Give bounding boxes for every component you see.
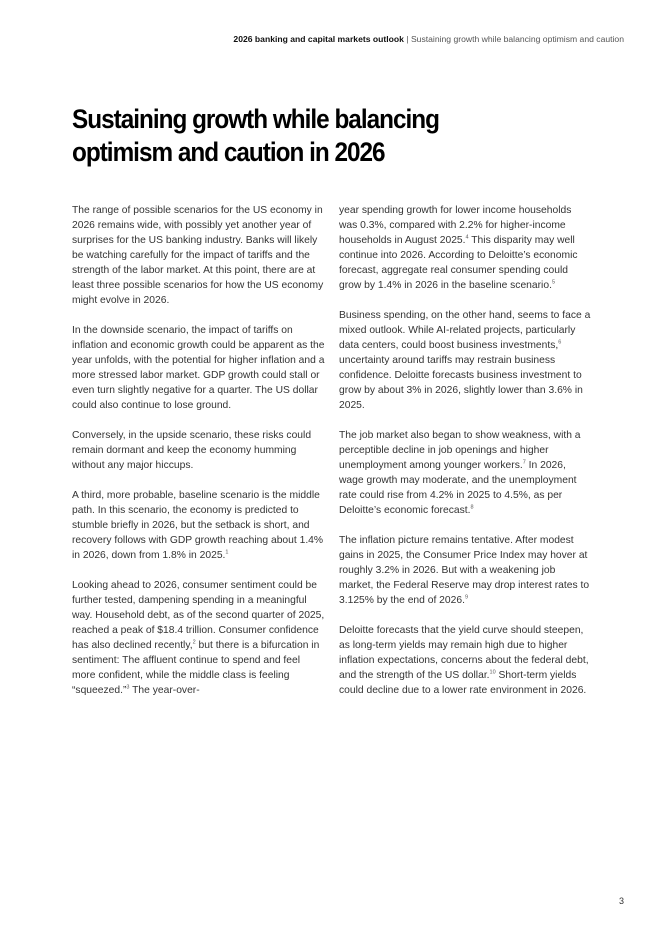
section-title: Sustaining growth while balancing optimism and caution [410, 34, 624, 44]
footnote-ref: 8 [470, 504, 474, 511]
footnote-ref: 9 [464, 594, 469, 601]
paragraph-consumer-sentiment: Looking ahead to 2026, consumer sentiment could be further tested, dampening spending in a meaningful way. Household debt, as of the second quarter of 2025, reached a peak of $18.4 trillion. Consumer confidence has also declined recently,$^2$ but there is a bifurcation in sentiment: The affluent continue to spend and feel more confident, while the middle class is feeling “squeezed.”$^3$ The year-over- [72, 580, 325, 696]
running-header [233, 34, 624, 44]
footnote-ref: 3 [126, 684, 130, 691]
page-number: 3 [618, 896, 624, 906]
paragraph-downside: In the downside scenario, the impact of tariffs on inflation and economic growth could be apparent as the year unfolds, with the potential for higher inflation and a more stressed labor market. GDP growth could stall or even turn slightly negative for a quarter. The US dollar could also continue to lose ground. [72, 325, 325, 411]
paragraph-upside: Conversely, in the upside scenario, these risks could remain dormant and keep the economy humming without any major hiccups. [72, 430, 312, 471]
paragraph-household-spending: year spending growth for lower income households was 0.3%, compared with 2.2% for higher-income households in August 2025.$^4$ This disparity may well continue into 2026. According to Deloitte’s economic forecast, aggregate real consumer spending could grow by 1.4% in 2026 in the baseline scenario.$^5$ [339, 205, 578, 291]
footnote-ref: 4 [465, 234, 469, 241]
text-column-left [72, 203, 326, 713]
paragraph-yield-curve: Deloitte forecasts that the yield curve should steepen, as long-term yields may remain high due to higher inflation expectations, concerns about the federal debt, and the strength of the US dollar.$^{10}$ Short-term yields could decline due to a lower rate environment in 2026. [339, 625, 589, 696]
header-separator: | [403, 34, 411, 44]
footnote-ref: 5 [551, 279, 555, 286]
paragraph-baseline: A third, more probable, baseline scenario is the middle path. In this scenario, the economy is predicted to stumble briefly in 2026, but the setback is short, and recovery follows with GDP growth reaching about 1.4% in 2026, down from 1.8% in 2025.$^1$ [72, 490, 324, 561]
paragraph-inflation: The inflation picture remains tentative. After modest gains in 2025, the Consumer Price Index may hover at roughly 3.2% in 2026. But with a weakening job market, the Federal Reserve may drop interest rates to 3.125% by the end of 2026.$^9$ [339, 535, 590, 606]
footnote-ref: 6 [558, 339, 562, 346]
footnote-ref: 10 [489, 669, 496, 676]
footnote-ref: 7 [522, 459, 526, 466]
text-column-right [339, 203, 592, 713]
paragraph-scenarios: The range of possible scenarios for the US economy in 2026 remains wide, with possibly yet another year of surprises for the US banking industry. Banks will likely be watching carefully for the impact of tariffs and the strength of the labor market. At this point, there are at least three possible scenarios for how the US economy might evolve in 2026. [72, 205, 324, 306]
paragraph-job-market: The job market also began to show weakness, with a perceptible decline in job openings and higher unemployment among younger workers.$^7$ In 2026, wage growth may moderate, and the unemployment rate could rise from 4.2% in 2025 to 4.5%, as per Deloitte’s economic forecast.$^8$ [339, 430, 581, 516]
page-title: Sustaining growth while balancing optimism and caution in 2026 [72, 104, 439, 167]
footnote-ref: 2 [192, 639, 196, 646]
report-title: 2026 banking and capital markets outlook [233, 34, 404, 44]
paragraph-business-spending: Business spending, on the other hand, seems to face a mixed outlook. While AI-related projects, particularly data centers, could boost business investments,$^6$ uncertainty around tariffs may restrain business confidence. Deloitte forecasts business investment to grow by about 3% in 2026, slightly lower than 3.6% in 2025. [339, 310, 591, 411]
footnote-ref: 1 [225, 549, 229, 556]
